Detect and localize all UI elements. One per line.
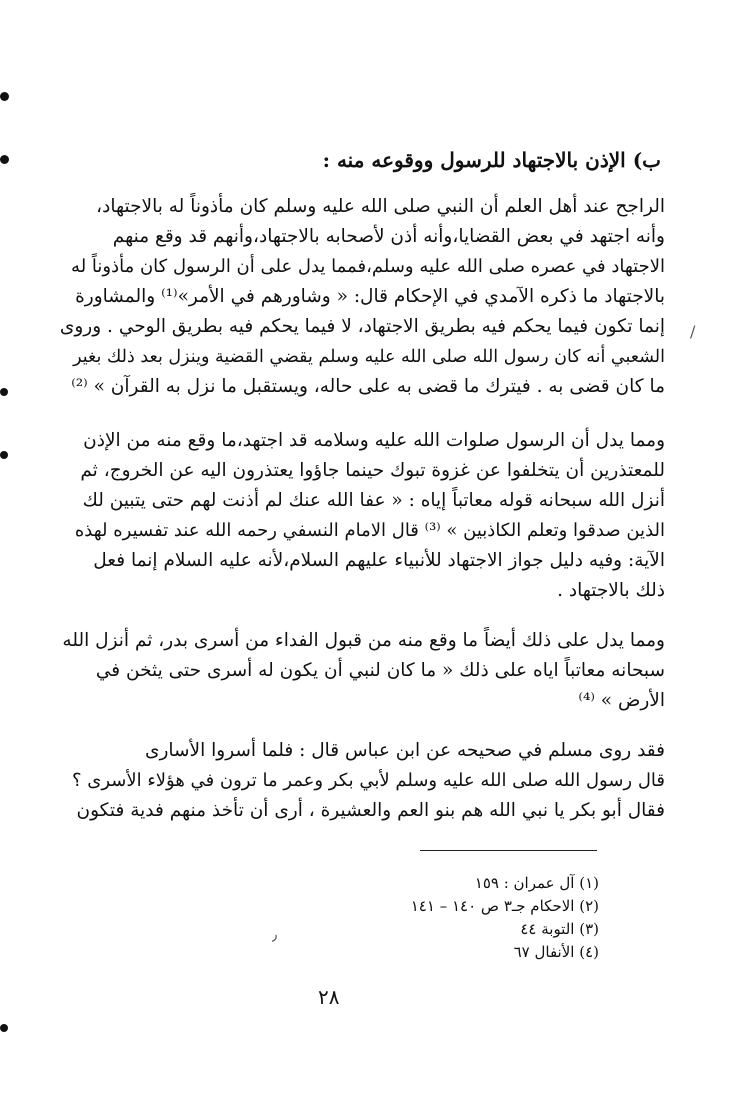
text-line: وأنه اجتهد في بعض القضايا،وأنه أذن لأصحابه بالاجتهاد،وأنهم قد وقع منهم [112, 226, 665, 247]
paragraph-4 [60, 736, 665, 826]
text-line: للمعتذرين أن يتخلفوا عن غزوة تبوك حينما جاؤوا يعتذرون اليه عن الخروج، ثم [80, 460, 665, 481]
text-line: إنما تكون فيما يحكم فيه بطريق الاجتهاد، لا فيما يحكم فيه بطريق الوحي . وروى [59, 316, 665, 337]
binding-mark-4 [0, 451, 8, 459]
text-line: قال رسول الله صلى الله عليه وسلم لأبي بكر وعمر ما ترون في هؤلاء الأسرى ؟ [71, 770, 665, 791]
section-heading: ب) الإذن بالاجتهاد للرسول ووقوعه منه : [322, 148, 661, 172]
page-number: ٢٨ [318, 985, 340, 1009]
text-line: ومما يدل أن الرسول صلوات الله عليه وسلامه قد اجتهد،ما وقع منه من الإذن [83, 430, 665, 451]
footnote-divider [420, 850, 597, 851]
text-line: بالاجتهاد ما ذكره الآمدي في الإحكام قال: « وشاورهم في الأمر»⁽¹⁾ والمشاورة [75, 286, 665, 307]
binding-mark-5 [0, 1024, 8, 1032]
text-line: ومما يدل على ذلك أيضاً ما وقع منه من قبول الفداء من أسرى بدر، ثم أنزل الله [62, 630, 665, 651]
paragraph-2 [60, 426, 665, 606]
text-line: فقد روى مسلم في صحيحه عن ابن عباس قال : فلما أسروا الأسارى [145, 740, 665, 761]
text-line: الآية: وفيه دليل جواز الاجتهاد للأنبياء عليهم السلام،لأنه عليه السلام إنما فعل [93, 550, 665, 571]
text-line: ما كان قضى به . فيترك ما قضى به على حاله، ويستقبل ما نزل به القرآن » ⁽²⁾ [71, 376, 665, 397]
footnote-3: (٣) التوبة ٤٤ [520, 920, 599, 938]
paragraph-3 [60, 626, 665, 716]
footnote-1: (١) آل عمران : ١٥٩ [474, 874, 599, 892]
text-line: أنزل الله سبحانه قوله معاتباً إياه : « عفا الله عنك لم أذنت لهم حتى يتبين لك [82, 490, 665, 511]
text-line: فقال أبو بكر يا نبي الله هم بنو العم والعشيرة ، أرى أن تأخذ منهم فدية فتكون [76, 800, 665, 821]
binding-mark-2 [0, 155, 9, 164]
text-line: ذلك بالاجتهاد . [557, 580, 665, 601]
text-line: الشعبي أنه كان رسول الله صلى الله عليه وسلم يقضي القضية وينزل بعد ذلك بغير [73, 347, 665, 367]
text-line: الراجح عند أهل العلم أن النبي صلى الله عليه وسلم كان مأذوناً له بالاجتهاد، [96, 196, 665, 217]
text-line: الاجتهاد في عصره صلى الله عليه وسلم،فمما يدل على أن الرسول كان مأذوناً له [71, 256, 665, 277]
text-line: سبحانه معاتباً اياه على ذلك « ما كان لنبي أن يكون له أسرى حتى يثخن في [95, 660, 665, 681]
scan-dot-mark: ٫ [272, 925, 278, 944]
footnotes [411, 872, 599, 964]
scan-stroke-mark: / [690, 322, 696, 341]
text-line: الأرض » ⁽⁴⁾ [578, 690, 665, 711]
footnote-2: (٢) الاحكام جـ٣ ص ١٤٠ – ١٤١ [410, 897, 599, 915]
paragraph-1 [60, 192, 665, 402]
binding-mark-1 [0, 92, 9, 101]
binding-mark-3 [0, 388, 8, 396]
footnote-4: (٤) الأنفال ٦٧ [513, 943, 599, 961]
text-line: الذين صدقوا وتعلم الكاذبين » ⁽³⁾ قال الامام النسفي رحمه الله عند تفسيره لهذه [74, 520, 665, 541]
